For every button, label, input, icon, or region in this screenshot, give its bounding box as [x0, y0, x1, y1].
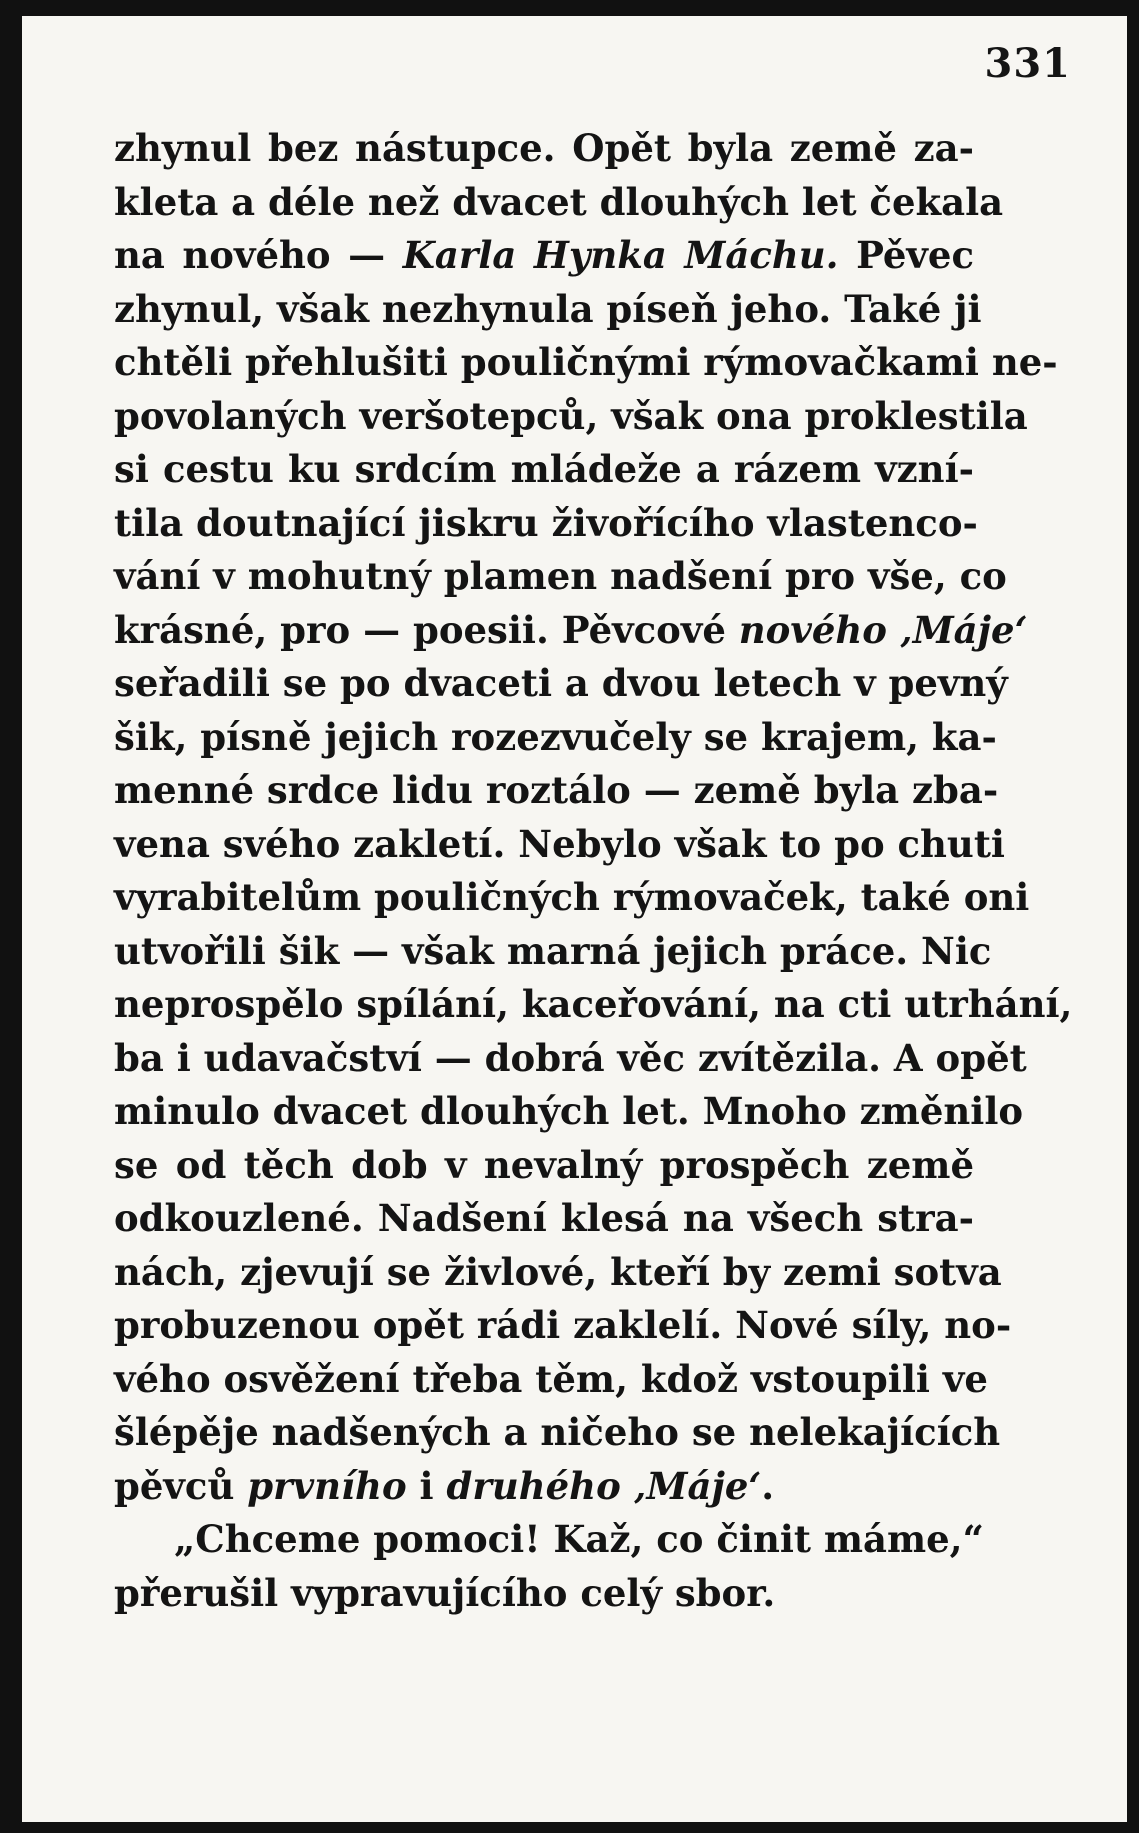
- text-run: .: [761, 1463, 775, 1508]
- text-run: utvořili šik — však marná jejich práce. Nic: [114, 928, 992, 973]
- text-run: zhynul bez nástupce. Opět byla země za-: [114, 126, 974, 170]
- text-line: [114, 764, 999, 818]
- text-run: „Chceme pomoci! Kaž, co činit máme,“: [174, 1517, 984, 1561]
- italic-text: prvního: [247, 1463, 407, 1508]
- text-run: pěvců: [114, 1463, 248, 1508]
- text-line: [114, 978, 1073, 1032]
- text-run: tila doutnající jiskru živořícího vlastenco-: [114, 500, 978, 545]
- text-line: [114, 711, 997, 765]
- text-run: chtěli přehlušiti pouličnými rýmovačkami ne-: [114, 340, 1058, 384]
- text-line: [114, 1353, 988, 1407]
- text-line: [114, 1139, 974, 1193]
- italic-text: druhého ‚Máje‘: [446, 1463, 762, 1508]
- text-line: [114, 925, 992, 979]
- text-run: menné srdce lidu roztálo — země byla zba-: [114, 768, 999, 812]
- text-line: [114, 390, 1028, 444]
- body-text: [114, 122, 1073, 1620]
- text-run: vání v mohutný plamen nadšení pro vše, co: [114, 554, 1007, 598]
- text-line: [114, 1299, 1012, 1353]
- text-run: na nového —: [114, 233, 403, 277]
- text-run: si cestu ku srdcím mládeže a rázem vzní-: [114, 447, 974, 491]
- text-line: [114, 1032, 1027, 1086]
- text-line: [114, 1085, 1024, 1139]
- text-run: vena svého zakletí. Nebylo však to po chuti: [114, 821, 1005, 866]
- text-run: ba i udavačství — dobrá věc zvítězila. A opět: [114, 1035, 1027, 1080]
- text-run: neprospělo spílání, kaceřování, na cti utrhání,: [114, 982, 1073, 1026]
- text-run: zhynul, však nezhynula píseň jeho. Také ji: [114, 286, 982, 331]
- text-line: [114, 1246, 1002, 1300]
- page-number: 331: [984, 40, 1071, 87]
- text-line: [114, 497, 978, 551]
- book-page: [22, 16, 1127, 1822]
- text-line: [114, 283, 982, 337]
- text-line: [114, 550, 1007, 604]
- text-line: [114, 176, 1004, 230]
- text-line: [114, 229, 974, 283]
- text-run: šik, písně jejich rozezvučely se krajem, ka-: [114, 714, 997, 759]
- text-line: [114, 336, 1058, 390]
- text-run: i: [406, 1463, 447, 1508]
- text-line: [114, 1567, 974, 1621]
- text-run: vého osvěžení třeba těm, kdož vstoupili ve: [114, 1356, 988, 1401]
- text-run: Pěvec: [838, 233, 975, 277]
- text-line: [114, 657, 1008, 711]
- text-line: [114, 1192, 974, 1246]
- text-line: [114, 818, 1005, 872]
- italic-text: Karla Hynka Máchu.: [402, 233, 839, 277]
- text-line: [114, 443, 974, 497]
- text-run: minulo dvacet dlouhých let. Mnoho změnilo: [114, 1089, 1024, 1133]
- text-line: [114, 1513, 984, 1567]
- text-run: krásné, pro — poesii. Pěvcové: [114, 607, 739, 652]
- text-run: povolaných veršotepců, však ona proklestila: [114, 393, 1028, 438]
- text-run: přerušil vypravujícího celý sbor.: [114, 1570, 776, 1615]
- text-run: seřadili se po dvaceti a dvou letech v pevný: [114, 661, 1008, 705]
- text-run: šlépěje nadšených a ničeho se nelekajících: [114, 1410, 1001, 1454]
- italic-text: nového ‚Máje‘: [738, 607, 1028, 652]
- text-run: vyrabitelům pouličných rýmovaček, také oni: [114, 875, 1030, 919]
- text-run: odkouzlené. Nadšení klesá na všech stra-: [114, 1196, 974, 1240]
- text-run: nách, zjevují se živlové, kteří by zemi sotva: [114, 1249, 1002, 1294]
- text-line: [114, 1460, 974, 1514]
- text-line: [114, 604, 1028, 658]
- text-run: probuzenou opět rádi zaklelí. Nové síly, no-: [114, 1303, 1012, 1347]
- text-line: [114, 871, 1030, 925]
- text-line: [114, 1406, 1001, 1460]
- text-run: kleta a déle než dvacet dlouhých let čekala: [114, 179, 1004, 224]
- text-line: [114, 122, 974, 176]
- text-run: se od těch dob v nevalný prospěch země: [114, 1142, 974, 1187]
